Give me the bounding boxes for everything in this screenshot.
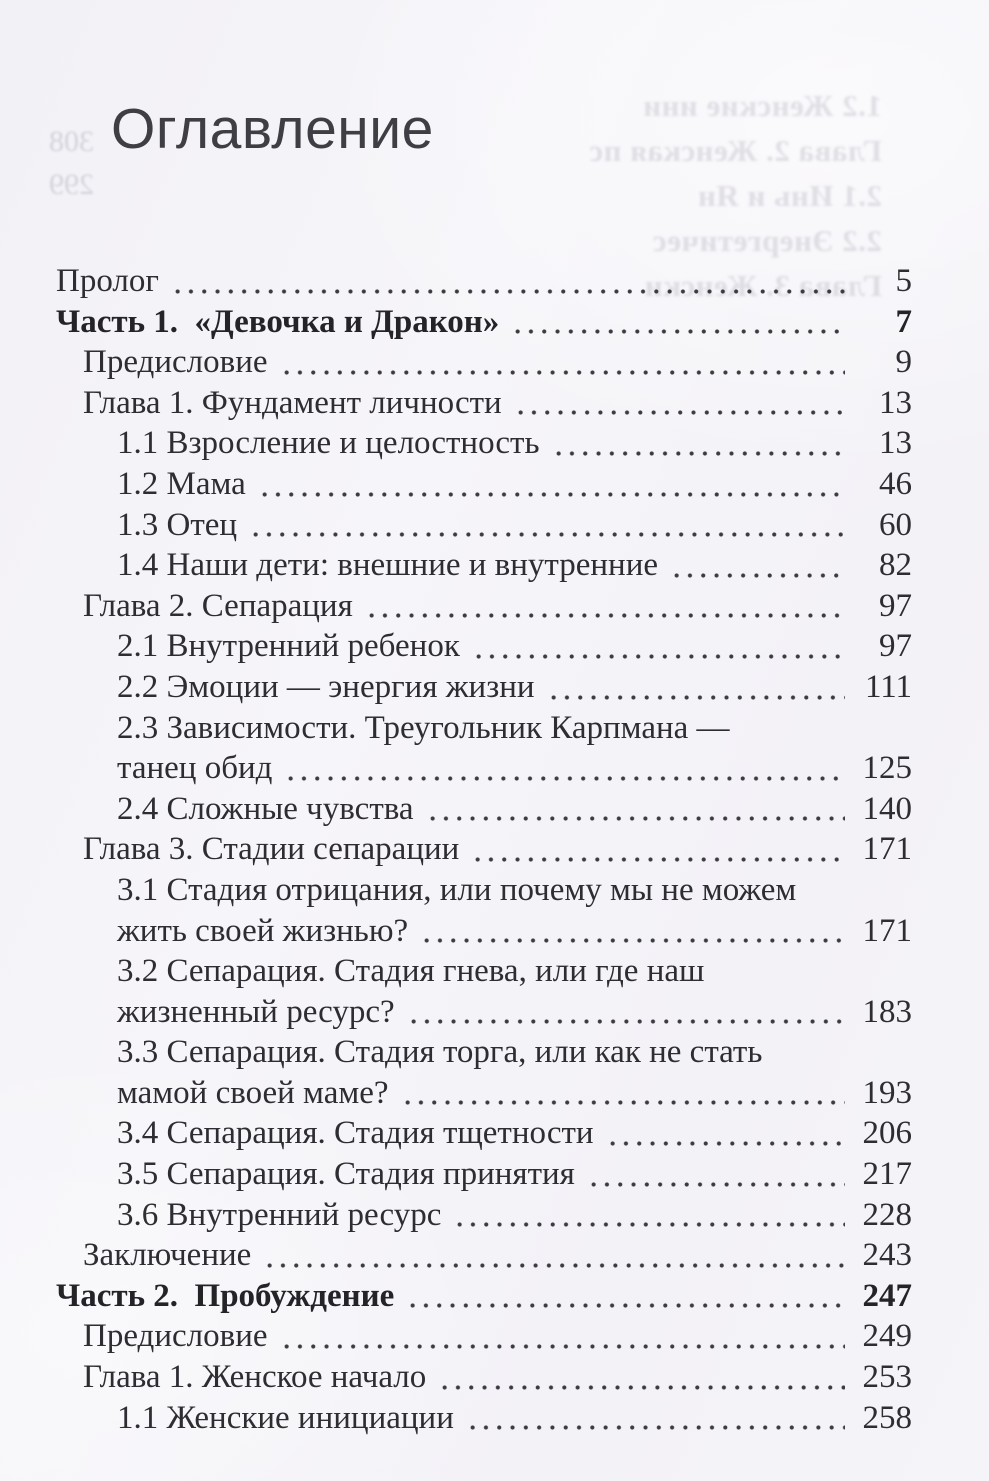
dot-leader bbox=[280, 370, 846, 375]
toc-entry-page: 97 bbox=[879, 587, 912, 624]
dot-leader bbox=[471, 857, 845, 862]
toc-entry-label: Часть 2. Пробуждение bbox=[56, 1277, 395, 1314]
bleed-through-line: 2.1 Инь и Ян bbox=[697, 178, 882, 213]
toc-entry bbox=[56, 911, 912, 952]
bleed-through-line: Глава 3. Женски bbox=[644, 268, 882, 303]
dot-leader bbox=[587, 1182, 845, 1187]
toc-entry bbox=[56, 870, 912, 911]
toc-entry-label: 3.2 Сепарация. Стадия гнева, или где наш bbox=[117, 953, 705, 990]
dot-leader bbox=[406, 1303, 845, 1308]
toc-entry-page: 9 bbox=[895, 344, 912, 381]
toc-entry-page: 206 bbox=[862, 1115, 912, 1152]
toc-entry-label: Предисловие bbox=[83, 1318, 268, 1355]
toc-entry-page: 247 bbox=[862, 1277, 912, 1314]
toc-entry bbox=[56, 1113, 912, 1154]
toc-entry bbox=[56, 1398, 912, 1439]
toc-entry-page: 7 bbox=[895, 303, 912, 340]
toc-entry-label: Глава 1. Фундамент личности bbox=[83, 384, 502, 421]
toc-entry-label: 3.4 Сепарация. Стадия тщетности bbox=[117, 1115, 594, 1152]
toc-entry bbox=[56, 1073, 912, 1114]
toc-entry-label: Часть 1. «Девочка и Дракон» bbox=[56, 303, 500, 340]
toc-entry bbox=[56, 626, 912, 667]
dot-leader bbox=[420, 938, 845, 943]
toc-entry-page: 97 bbox=[879, 628, 912, 665]
toc-entry-page: 183 bbox=[862, 993, 912, 1030]
toc-entry bbox=[56, 667, 912, 708]
toc-entry-page: 82 bbox=[879, 547, 912, 584]
dot-leader bbox=[280, 1344, 846, 1349]
bleed-through-line: Глава 2. Женская пс bbox=[588, 133, 882, 168]
toc-entry bbox=[56, 992, 912, 1033]
toc-entry bbox=[56, 1276, 912, 1317]
toc-entry bbox=[56, 1032, 912, 1073]
toc-entry-page: 111 bbox=[864, 668, 912, 705]
toc-entry-label: 3.1 Стадия отрицания, или почему мы не можем bbox=[117, 871, 797, 908]
toc-entry bbox=[56, 423, 912, 464]
toc-entry-page: 171 bbox=[862, 831, 912, 868]
bleed-through-line: 2.2 Энергетичес bbox=[652, 223, 882, 258]
dot-leader bbox=[670, 573, 845, 578]
dot-leader bbox=[466, 1425, 845, 1430]
toc-entry-label: 3.5 Сепарация. Стадия принятия bbox=[117, 1156, 575, 1193]
toc-entry-label: 1.2 Мама bbox=[117, 465, 246, 502]
toc-entry-label: 2.2 Эмоции — энергия жизни bbox=[117, 668, 535, 705]
dot-leader bbox=[258, 492, 845, 497]
toc-entry-label: 3.3 Сепарация. Стадия торга, или как не стать bbox=[117, 1034, 763, 1071]
toc-entry bbox=[56, 708, 912, 749]
toc-entry bbox=[56, 1235, 912, 1276]
toc-entry bbox=[56, 951, 912, 992]
dot-leader bbox=[249, 532, 845, 537]
toc-entry-label: мамой своей маме? bbox=[117, 1074, 389, 1111]
toc-entry-label: Заключение bbox=[83, 1237, 252, 1274]
dot-leader bbox=[472, 654, 845, 659]
dot-leader bbox=[547, 695, 845, 700]
toc-entry bbox=[56, 302, 912, 343]
toc-entry bbox=[56, 748, 912, 789]
toc-entry-page: 140 bbox=[862, 790, 912, 827]
toc-entry-label: Предисловие bbox=[83, 344, 268, 381]
toc-entry-label: 1.4 Наши дети: внешние и внутренние bbox=[117, 547, 659, 584]
bleed-through-line: 1.2 Женские ини bbox=[642, 88, 882, 123]
toc-entry bbox=[56, 1195, 912, 1236]
bleed-through-page-numbers bbox=[46, 120, 94, 206]
toc-entry-label: танец обид bbox=[117, 750, 273, 787]
dot-leader bbox=[171, 289, 845, 294]
dot-leader bbox=[514, 410, 845, 415]
toc-entry bbox=[56, 1357, 912, 1398]
dot-leader bbox=[453, 1222, 845, 1227]
dot-leader bbox=[365, 613, 845, 618]
toc-entry-page: 171 bbox=[862, 912, 912, 949]
toc-entry-page: 13 bbox=[879, 384, 912, 421]
toc-entry-label: жить своей жизнью? bbox=[117, 912, 409, 949]
toc-entry bbox=[56, 1316, 912, 1357]
toc-entry-page: 253 bbox=[862, 1359, 912, 1396]
toc-entry bbox=[56, 1154, 912, 1195]
toc-entry-label: Пролог bbox=[56, 263, 159, 299]
toc-entry bbox=[56, 505, 912, 546]
toc-entry-page: 243 bbox=[862, 1237, 912, 1274]
toc-entry-label: 3.6 Внутренний ресурс bbox=[117, 1196, 442, 1233]
toc-entry bbox=[56, 789, 912, 830]
toc-entry-label: 2.3 Зависимости. Треугольник Карпмана — bbox=[117, 709, 730, 746]
dot-leader bbox=[263, 1263, 845, 1268]
toc-entry bbox=[56, 261, 912, 302]
toc-entry-label: 1.1 Женские инициации bbox=[117, 1399, 454, 1436]
dot-leader bbox=[606, 1141, 845, 1146]
toc-entry-page: 193 bbox=[862, 1074, 912, 1111]
toc-entry-label: 1.3 Отец bbox=[117, 506, 238, 543]
toc-entry-page: 228 bbox=[862, 1196, 912, 1233]
toc-entry-label: Глава 3. Стадии сепарации bbox=[83, 831, 460, 868]
toc-entry-page: 217 bbox=[862, 1156, 912, 1193]
dot-leader bbox=[552, 451, 845, 456]
dot-leader bbox=[401, 1100, 845, 1105]
dot-leader bbox=[426, 816, 845, 821]
bleed-through-number: 308 bbox=[49, 125, 94, 158]
toc-entry-page: 5 bbox=[895, 263, 912, 299]
toc-entry-label: 2.4 Сложные чувства bbox=[117, 790, 414, 827]
toc-entry-label: жизненный ресурс? bbox=[117, 993, 395, 1030]
toc-entry bbox=[56, 586, 912, 627]
toc-entry-label: Глава 2. Сепарация bbox=[83, 587, 353, 624]
dot-leader bbox=[438, 1385, 845, 1390]
toc-entry-page: 46 bbox=[879, 465, 912, 502]
toc-entry bbox=[56, 545, 912, 586]
table-of-contents bbox=[56, 261, 912, 1438]
dot-leader bbox=[407, 1019, 845, 1024]
page-title: Оглавление bbox=[111, 97, 434, 161]
toc-entry-page: 258 bbox=[862, 1399, 912, 1436]
dot-leader bbox=[284, 776, 845, 781]
toc-entry-label: Глава 1. Женское начало bbox=[83, 1359, 427, 1396]
toc-entry bbox=[56, 383, 912, 424]
dot-leader bbox=[511, 329, 845, 334]
toc-entry-page: 125 bbox=[862, 750, 912, 787]
toc-entry-page: 60 bbox=[879, 506, 912, 543]
bleed-through-number: 299 bbox=[49, 168, 94, 201]
toc-entry-page: 13 bbox=[879, 425, 912, 462]
toc-entry-page: 249 bbox=[862, 1318, 912, 1355]
toc-entry-label: 2.1 Внутренний ребенок bbox=[117, 628, 460, 665]
toc-entry bbox=[56, 464, 912, 505]
toc-entry bbox=[56, 342, 912, 383]
toc-entry-label: 1.1 Взросление и целостность bbox=[117, 425, 540, 462]
toc-entry bbox=[56, 829, 912, 870]
